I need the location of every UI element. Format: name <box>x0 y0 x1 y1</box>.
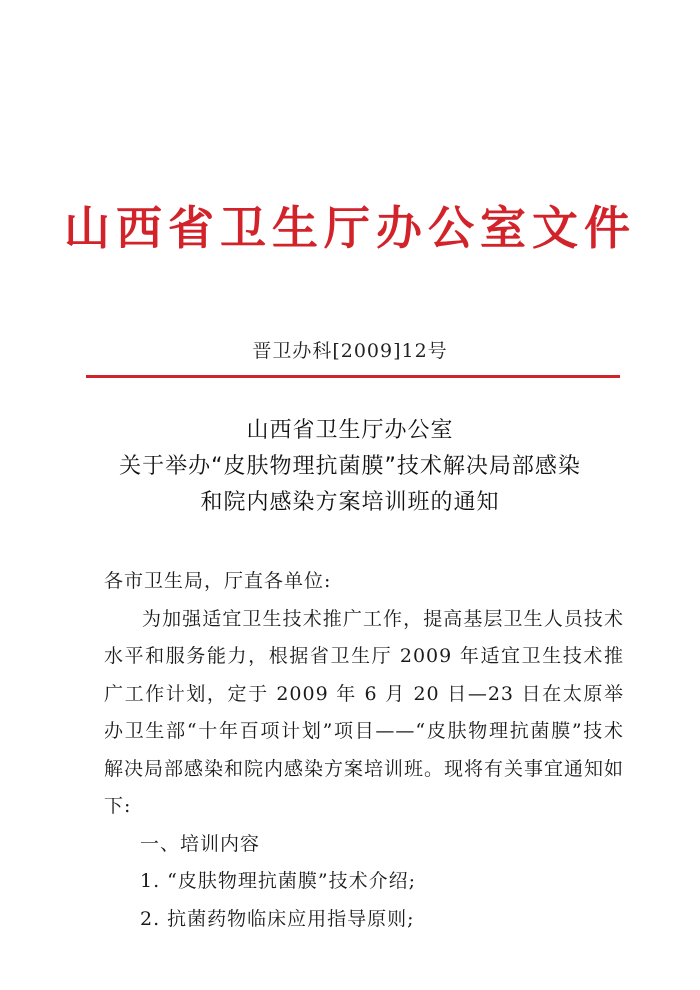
notice-title-line-1: 山西省卫生厅办公室 <box>246 418 454 443</box>
list-item: 2. 抗菌药物临床应用指导原则; <box>140 907 415 930</box>
masthead-title: 山西省卫生厅办公室文件 <box>64 201 636 255</box>
body-paragraph: 为加强适宜卫生技术推广工作，提高基层卫生人员技术水平和服务能力，根据省卫生厅 2009 年适宜卫生技术推广工作计划，定于 2009 年 6 月 20 日—23 日在太原举办卫生部“十年百项计划”项目——“皮肤物理抗菌膜”技术解决局部感染和院内感染方案培训班。现将有关事宜通知如下: <box>104 607 625 817</box>
section-heading: 一、培训内容 <box>140 832 261 855</box>
notice-body <box>104 563 624 938</box>
notice-title <box>0 413 700 521</box>
red-divider-rule <box>86 375 620 378</box>
document-number: 晋卫办科[2009]12号 <box>252 340 448 362</box>
notice-title-line-3: 和院内感染方案培训班的通知 <box>200 490 500 515</box>
salutation: 各市卫生局，厅直各单位: <box>104 570 332 592</box>
notice-title-line-2: 关于举办“皮肤物理抗菌膜”技术解决局部感染 <box>119 454 581 479</box>
list-item: 1. “皮肤物理抗菌膜”技术介绍; <box>140 870 416 892</box>
